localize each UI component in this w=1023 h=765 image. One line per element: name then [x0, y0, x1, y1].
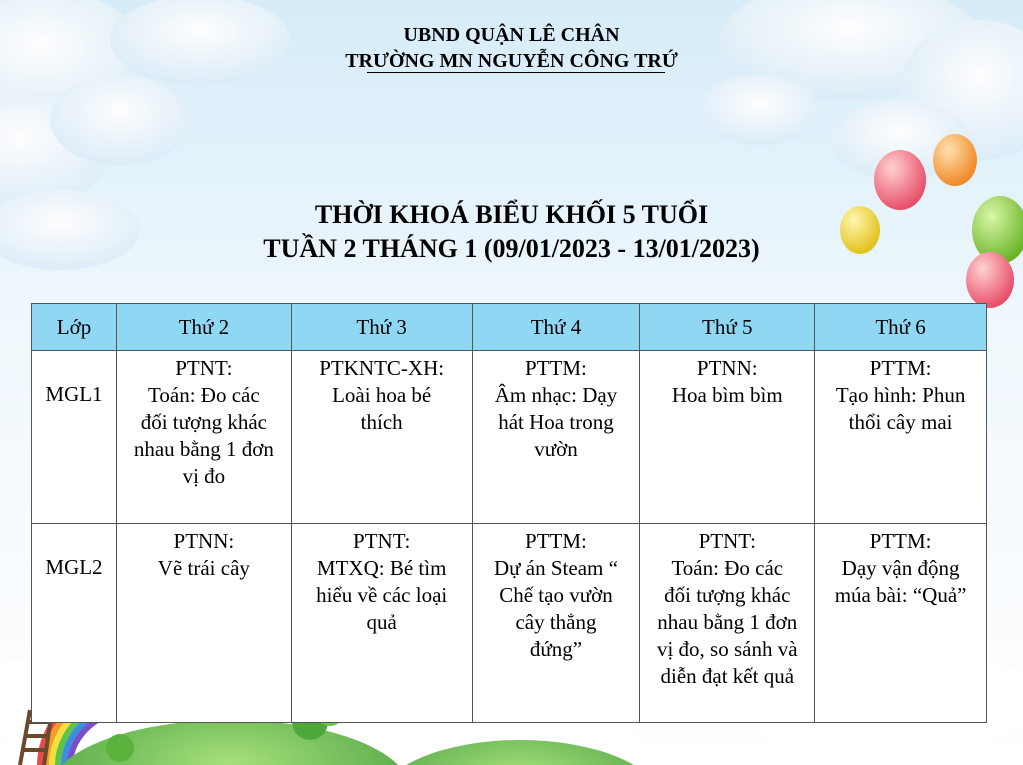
schedule-cell-line: PTKNTC-XH: — [319, 356, 445, 380]
schedule-cell — [116, 524, 291, 723]
header-cell-thu6: Thứ 6 — [815, 304, 987, 351]
schedule-cell-line: Hoa bìm bìm — [671, 383, 783, 407]
schedule-cell-line: thích — [360, 410, 403, 434]
schedule-cell-line: thổi cây mai — [848, 410, 953, 434]
schedule-cell-line: diễn đạt kết quả — [660, 664, 795, 688]
table-row — [32, 524, 987, 723]
district-name: UBND QUẬN LÊ CHÂN — [403, 24, 620, 46]
schedule-cell-line: Âm nhạc: Dạy — [494, 383, 618, 407]
schedule-cell-line: Toán: Đo các — [671, 556, 784, 580]
class-name-cell: MGL1 — [32, 351, 117, 524]
schedule-cell-line: Dạy vận động — [841, 556, 960, 580]
schedule-cell-line: MTXQ: Bé tìm — [316, 556, 447, 580]
schedule-cell — [291, 351, 472, 524]
schedule-cell — [291, 524, 472, 723]
school-header — [0, 22, 1023, 74]
schedule-cell-line: Loài hoa bé — [332, 383, 432, 407]
timetable-header-row — [32, 304, 987, 351]
timetable — [31, 303, 987, 723]
schedule-cell-line: đối tượng khác — [664, 583, 791, 607]
school-name: TRƯỜNG MN NGUYỄN CÔNG TRỨ — [345, 50, 678, 72]
schedule-title-line1: THỜI KHOÁ BIỂU KHỐI 5 TUỔI — [314, 200, 709, 229]
schedule-cell-line: đứng” — [529, 637, 583, 661]
schedule-cell-line: vị đo, so sánh và — [656, 637, 798, 661]
schedule-cell-line: PTTM: — [525, 356, 587, 380]
schedule-cell — [640, 351, 815, 524]
schedule-cell-line: hiểu về các loại — [316, 583, 448, 607]
class-name-cell: MGL2 — [32, 524, 117, 723]
header-cell-thu2: Thứ 2 — [116, 304, 291, 351]
schedule-cell-line: vườn — [534, 437, 578, 461]
schedule-cell-line: quả — [366, 610, 397, 634]
schedule-title-line2: TUẦN 2 THÁNG 1 (09/01/2023 - 13/01/2023) — [263, 234, 760, 263]
schedule-cell-line: Tạo hình: Phun — [835, 383, 966, 407]
schedule-cell — [116, 351, 291, 524]
schedule-cell-line: PTNT: — [698, 529, 756, 553]
schedule-cell-line: nhau bằng 1 đơn — [133, 437, 274, 461]
schedule-cell — [472, 524, 640, 723]
schedule-cell-line: múa bài: “Quả” — [834, 583, 967, 607]
header-cell-thu4: Thứ 4 — [472, 304, 640, 351]
schedule-cell-line: PTTM: — [869, 529, 932, 553]
schedule-cell-line: PTTM: — [525, 529, 587, 553]
schedule-cell-line: vị đo — [182, 464, 226, 488]
schedule-cell-line: Vẽ trái cây — [157, 556, 250, 580]
table-row — [32, 351, 987, 524]
schedule-cell-line: Toán: Đo các — [148, 383, 260, 407]
schedule-cell-line: đối tượng khác — [140, 410, 268, 434]
schedule-cell — [640, 524, 815, 723]
schedule-cell — [815, 524, 987, 723]
header-underline — [367, 72, 665, 73]
schedule-cell-line: PTNN: — [696, 356, 758, 380]
schedule-cell-line: Dự án Steam “ — [494, 556, 618, 580]
schedule-cell-line: PTTM: — [869, 356, 932, 380]
schedule-cell-line: cây thẳng — [515, 610, 597, 634]
header-cell-lop: Lớp — [32, 304, 117, 351]
schedule-cell-line: nhau bằng 1 đơn — [657, 610, 798, 634]
header-cell-thu5: Thứ 5 — [640, 304, 815, 351]
schedule-cell-line: Chế tạo vườn — [499, 583, 613, 607]
schedule-cell-line: PTNT: — [353, 529, 411, 553]
schedule-cell-line: PTNT: — [175, 356, 233, 380]
schedule-title — [0, 198, 1023, 266]
schedule-cell-line: PTNN: — [173, 529, 235, 553]
schedule-cell — [815, 351, 987, 524]
schedule-cell-line: hát Hoa trong — [498, 410, 614, 434]
schedule-cell — [472, 351, 640, 524]
header-cell-thu3: Thứ 3 — [291, 304, 472, 351]
